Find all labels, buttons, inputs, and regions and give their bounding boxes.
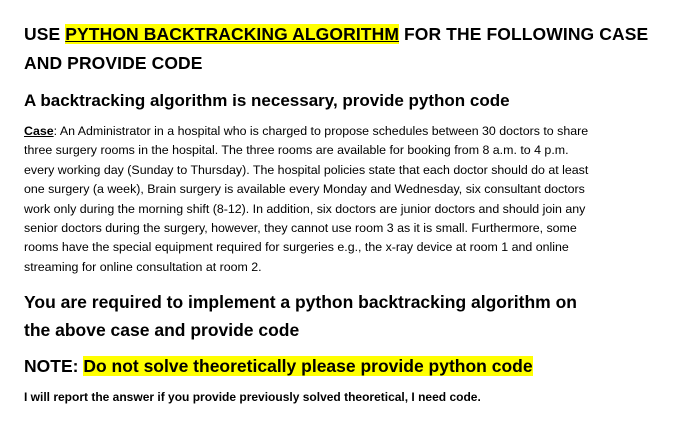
note-highlight: Do not solve theoretically please provide python code bbox=[83, 356, 533, 377]
requirement-text bbox=[24, 288, 669, 344]
case-paragraph bbox=[24, 122, 669, 277]
case-line: : An Administrator in a hospital who is charged to propose schedules between 30 doctors to share bbox=[53, 124, 589, 138]
heading-line2: AND PROVIDE CODE bbox=[24, 53, 203, 73]
heading-suffix: FOR THE FOLLOWING CASE bbox=[399, 24, 649, 44]
heading-prefix: USE bbox=[24, 24, 66, 44]
case-line: streaming for online consultation at room 2. bbox=[24, 259, 262, 274]
requirement-line1: You are required to implement a python backtracking algorithm on bbox=[24, 292, 577, 313]
note-label: NOTE: bbox=[24, 356, 84, 377]
case-line: one surgery (a week), Brain surgery is available every Monday and Wednesday, six consultant doctors bbox=[24, 182, 585, 197]
note bbox=[24, 353, 669, 379]
case-line: senior doctors during the surgery, however, they cannot use room 3 as it is small. Furthermore, some bbox=[24, 221, 577, 236]
subheading: A backtracking algorithm is necessary, provide python code bbox=[24, 91, 510, 110]
case-line: every working day (Sunday to Thursday). The hospital policies state that each doctor should do at least bbox=[24, 162, 589, 177]
footer-text: I will report the answer if you provide previously solved theoretical, I need code. bbox=[24, 390, 481, 405]
document-page bbox=[24, 20, 669, 406]
main-heading bbox=[24, 20, 669, 78]
requirement-line2: the above case and provide code bbox=[24, 320, 300, 341]
case-line: three surgery rooms in the hospital. The three rooms are available for booking from 8 a.m. to 4 p.m. bbox=[24, 143, 569, 158]
heading-highlight: PYTHON BACKTRACKING ALGORITHM bbox=[65, 24, 400, 44]
case-label: Case bbox=[24, 124, 54, 138]
case-line: rooms have the special equipment required for surgeries e.g., the x-ray device at room 1 and online bbox=[24, 240, 569, 255]
case-line: work only during the morning shift (8-12). In addition, six doctors are junior doctors and should join any bbox=[24, 201, 586, 216]
